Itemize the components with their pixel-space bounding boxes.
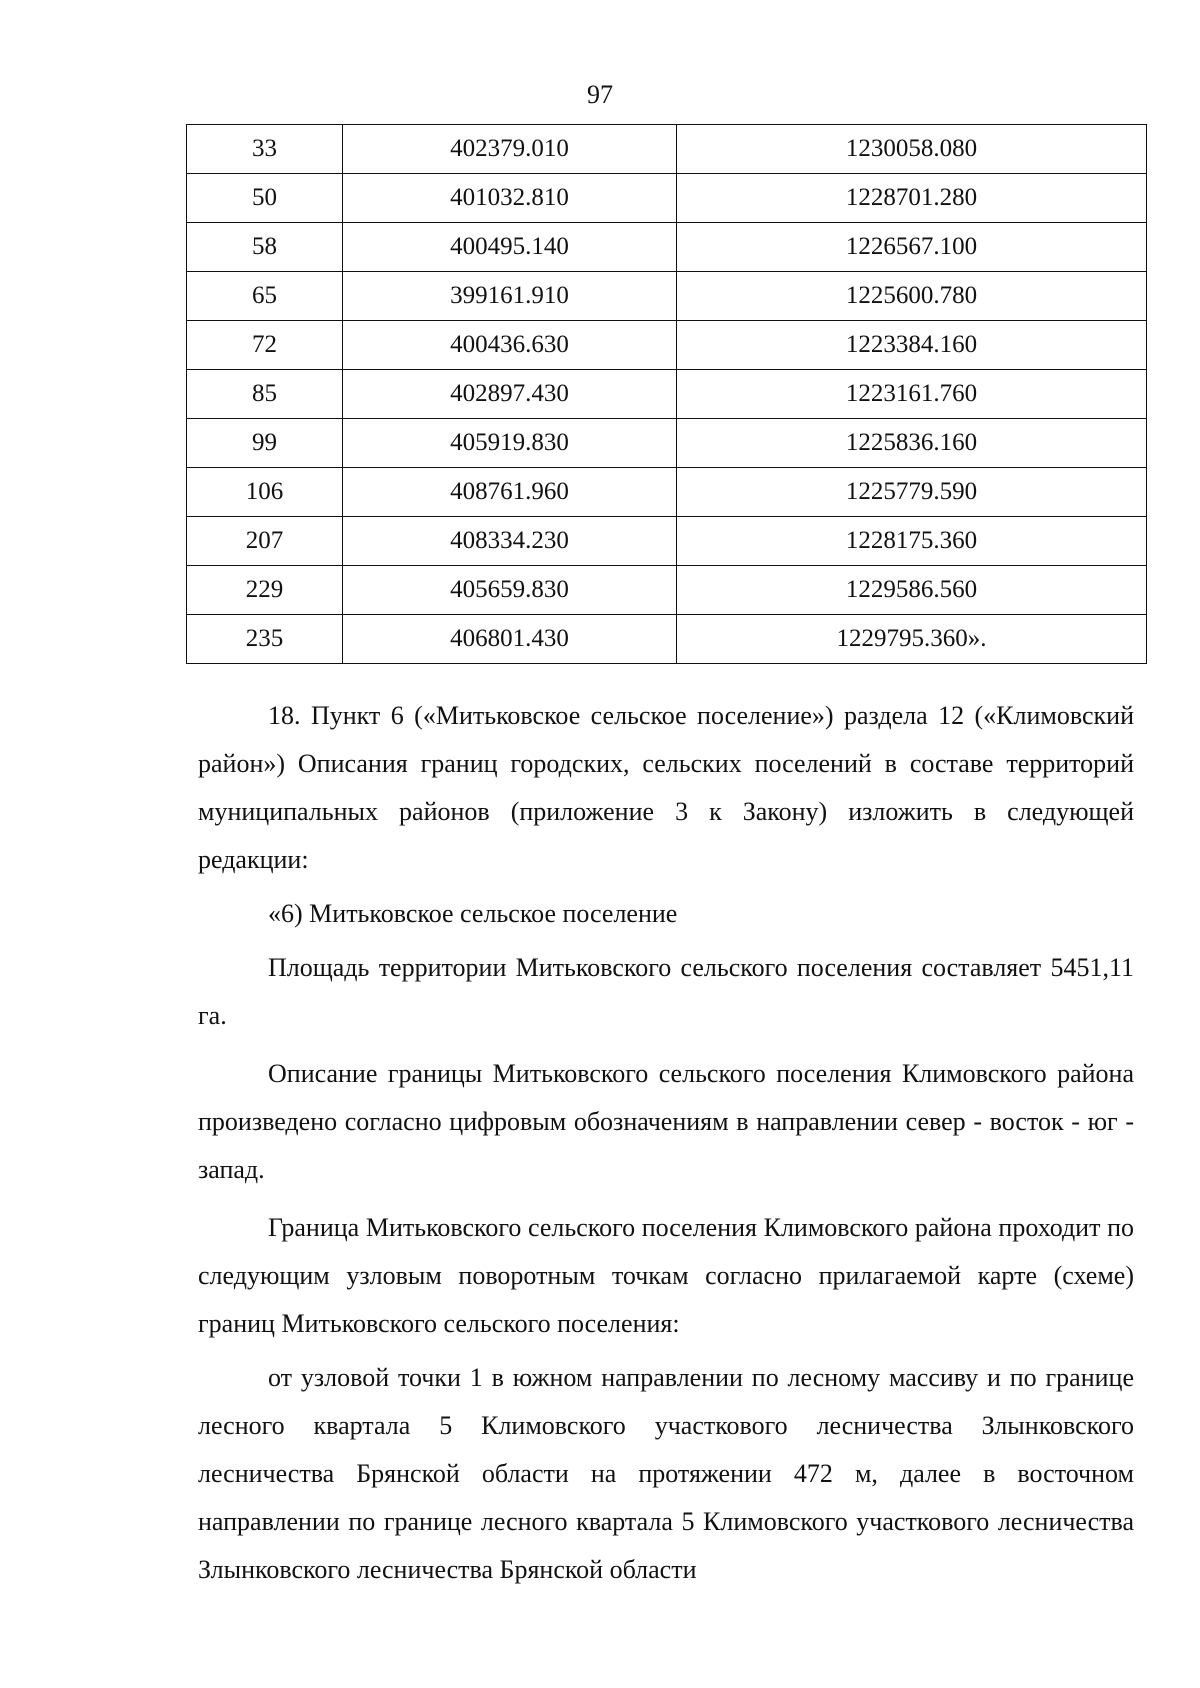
y-coordinate-cell: 1230058.080 <box>677 125 1147 174</box>
table-row <box>187 370 1147 419</box>
x-coordinate-cell: 400495.140 <box>343 223 677 272</box>
y-coordinate-cell: 1223161.760 <box>677 370 1147 419</box>
table-row <box>187 419 1147 468</box>
table-row <box>187 615 1147 664</box>
point-number-cell: 85 <box>187 370 343 419</box>
x-coordinate-cell: 401032.810 <box>343 174 677 223</box>
table-row <box>187 174 1147 223</box>
y-coordinate-cell: 1225779.590 <box>677 468 1147 517</box>
y-coordinate-cell: 1229586.560 <box>677 566 1147 615</box>
table-row <box>187 125 1147 174</box>
table-row <box>187 223 1147 272</box>
x-coordinate-cell: 408761.960 <box>343 468 677 517</box>
x-coordinate-cell: 405919.830 <box>343 419 677 468</box>
amendment-paragraph: 18. Пункт 6 («Митьковское сельское поселение») раздела 12 («Климовский район») Описания границ городских, сельских поселений в составе территорий муниципальных районов (приложение 3 к Закону) изложить в следующей редакции: <box>198 701 1134 874</box>
page-number: 97 <box>587 80 613 109</box>
table-row <box>187 321 1147 370</box>
point-number-cell: 33 <box>187 125 343 174</box>
y-coordinate-cell: 1228175.360 <box>677 517 1147 566</box>
x-coordinate-cell: 408334.230 <box>343 517 677 566</box>
x-coordinate-cell: 402897.430 <box>343 370 677 419</box>
point-number-cell: 106 <box>187 468 343 517</box>
body-text <box>198 692 1134 1594</box>
point-number-cell: 99 <box>187 419 343 468</box>
y-coordinate-cell: 1229795.360». <box>677 615 1147 664</box>
x-coordinate-cell: 405659.830 <box>343 566 677 615</box>
point-number-cell: 235 <box>187 615 343 664</box>
table-row <box>187 468 1147 517</box>
x-coordinate-cell: 402379.010 <box>343 125 677 174</box>
y-coordinate-cell: 1226567.100 <box>677 223 1147 272</box>
point-number-cell: 72 <box>187 321 343 370</box>
coordinates-table <box>186 124 1147 664</box>
x-coordinate-cell: 399161.910 <box>343 272 677 321</box>
y-coordinate-cell: 1228701.280 <box>677 174 1147 223</box>
route-paragraph: от узловой точки 1 в южном направлении по лесному массиву и по границе лесного квартала 5 Климовского участкового лесничества Злынковского лесничества Брянской области на протяжении 472 м, далее в восточном направлении по границе лесного квартала 5 Климовского участкового лесничества Злынковского лесничества Брянской области <box>198 1363 1134 1584</box>
y-coordinate-cell: 1223384.160 <box>677 321 1147 370</box>
y-coordinate-cell: 1225600.780 <box>677 272 1147 321</box>
table-row <box>187 566 1147 615</box>
x-coordinate-cell: 406801.430 <box>343 615 677 664</box>
section-heading: «6) Митьковское сельское поселение <box>268 899 678 928</box>
point-number-cell: 65 <box>187 272 343 321</box>
description-paragraph: Описание границы Митьковского сельского поселения Климовского района произведено согласно цифровым обозначениям в направлении север - восток - юг - запад. <box>198 1059 1134 1184</box>
area-paragraph: Площадь территории Митьковского сельского поселения составляет 5451,11 га. <box>198 953 1134 1030</box>
point-number-cell: 50 <box>187 174 343 223</box>
point-number-cell: 207 <box>187 517 343 566</box>
table-row <box>187 272 1147 321</box>
boundary-paragraph: Граница Митьковского сельского поселения Климовского района проходит по следующим узловым поворотным точкам согласно прилагаемой карте (схеме) границ Митьковского сельского поселения: <box>198 1213 1134 1338</box>
y-coordinate-cell: 1225836.160 <box>677 419 1147 468</box>
x-coordinate-cell: 400436.630 <box>343 321 677 370</box>
point-number-cell: 229 <box>187 566 343 615</box>
table-row <box>187 517 1147 566</box>
point-number-cell: 58 <box>187 223 343 272</box>
